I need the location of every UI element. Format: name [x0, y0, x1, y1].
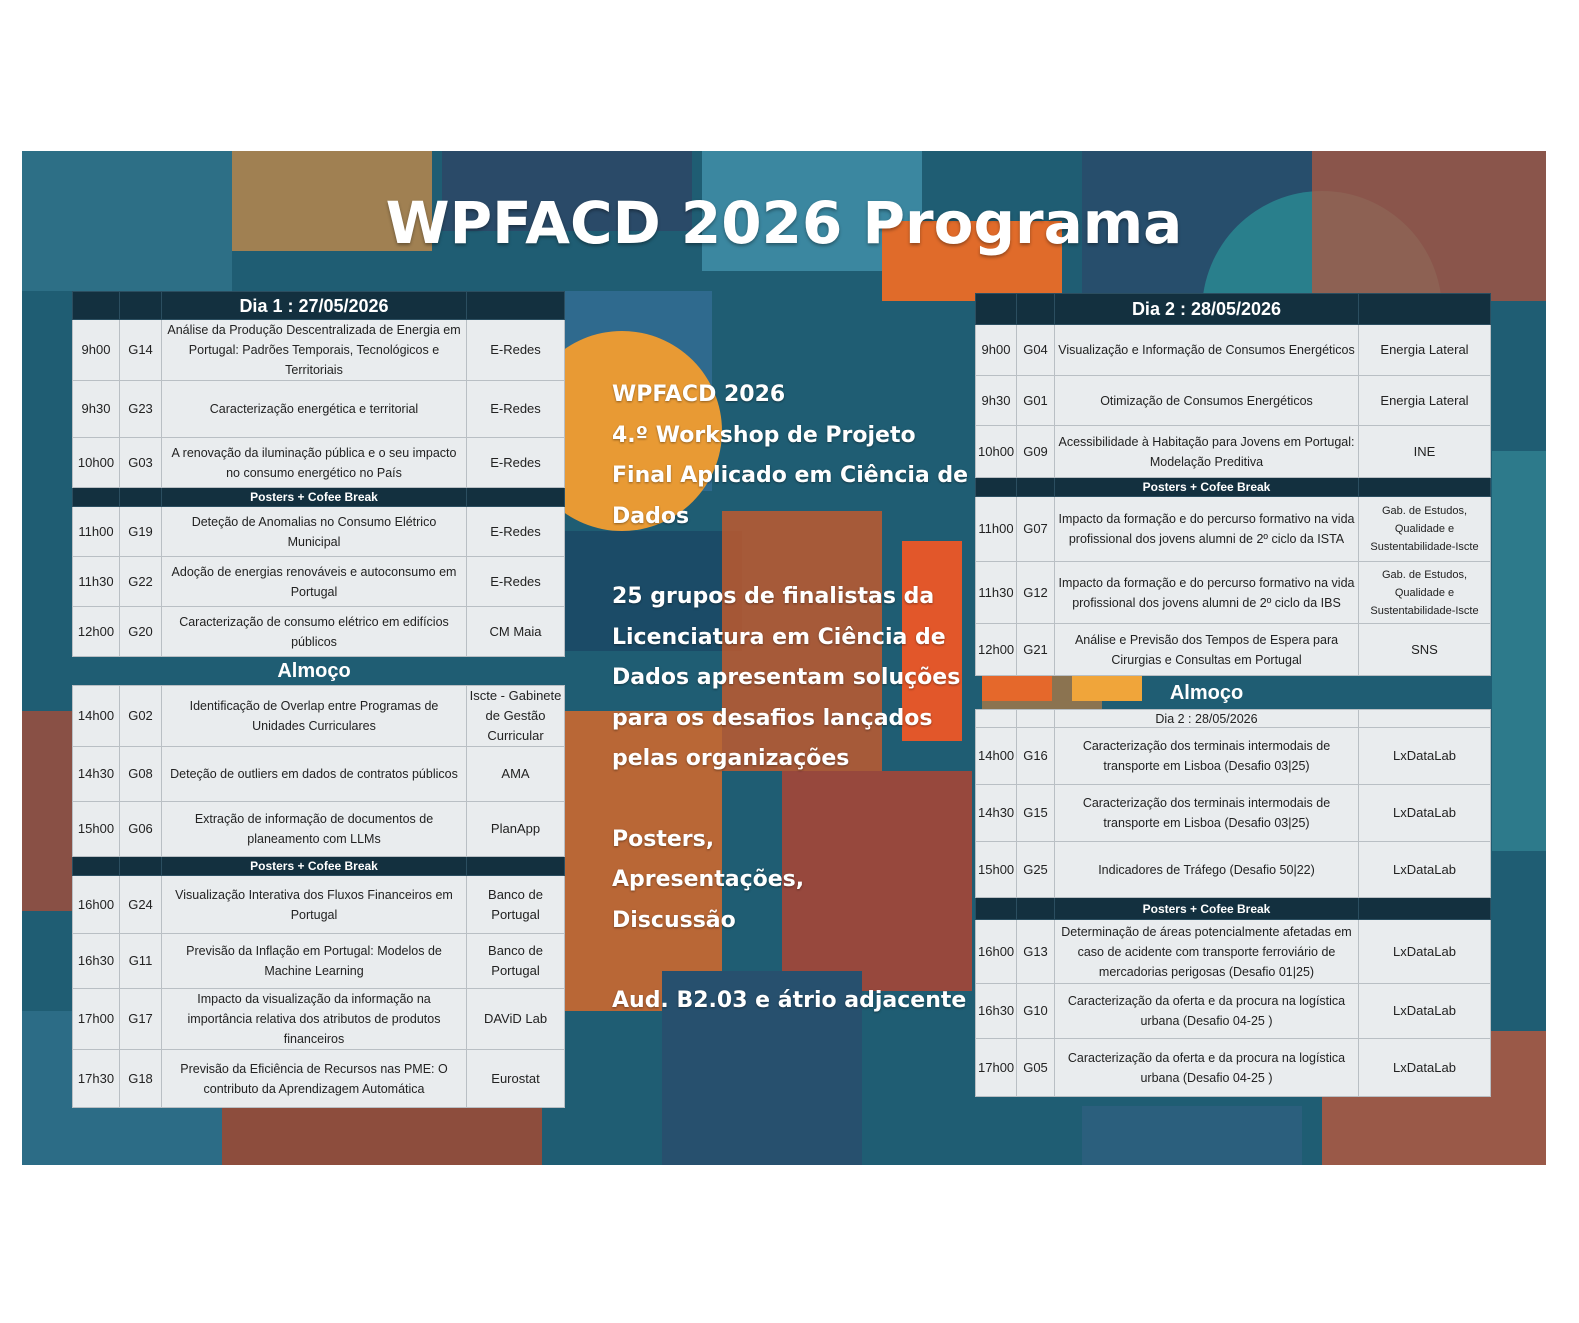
group-cell: G07 [1017, 497, 1055, 562]
table-row [976, 426, 1491, 478]
table-row [73, 876, 565, 934]
group-cell: G15 [1017, 785, 1055, 842]
group-cell: G23 [120, 381, 162, 438]
workshop-description [612, 375, 972, 1022]
title-cell: Impacto da formação e do percurso formativo na vida profissional dos jovens alumni de 2º ciclo da ISTA [1055, 497, 1359, 562]
group-cell: G05 [1017, 1039, 1055, 1097]
time-cell: 14h30 [73, 747, 120, 802]
table-row [976, 920, 1491, 984]
table-row [73, 320, 565, 381]
deco-block [1082, 1106, 1302, 1165]
table-row [976, 785, 1491, 842]
break-label: Posters + Cofee Break [162, 488, 467, 507]
text-line: para os desafios lançados [612, 705, 933, 731]
group-cell: G13 [1017, 920, 1055, 984]
title-cell: Caracterização energética e territorial [162, 381, 467, 438]
day1-header: Dia 1 : 27/05/2026 [162, 292, 467, 320]
org-cell: Gab. de Estudos, Qualidade e Sustentabilidade-Iscte [1359, 497, 1491, 562]
table-row [73, 802, 565, 857]
table-row [73, 438, 565, 488]
group-cell: G18 [120, 1050, 162, 1108]
group-cell: G17 [120, 989, 162, 1050]
time-cell: 10h00 [73, 438, 120, 488]
time-cell: 9h30 [976, 376, 1017, 426]
org-cell: LxDataLab [1359, 1039, 1491, 1097]
table-row [976, 376, 1491, 426]
org-cell: Banco de Portugal [467, 876, 565, 934]
time-cell: 17h00 [73, 989, 120, 1050]
title-cell: Identificação de Overlap entre Programas de Unidades Curriculares [162, 686, 467, 747]
title-cell: Extração de informação de documentos de planeamento com LLMs [162, 802, 467, 857]
group-cell: G19 [120, 507, 162, 557]
time-cell: 11h30 [976, 562, 1017, 624]
time-cell: 15h00 [73, 802, 120, 857]
text-line: Dados apresentam soluções [612, 665, 961, 690]
time-cell: 17h30 [73, 1050, 120, 1108]
table-row [73, 557, 565, 607]
deco-block [222, 1106, 542, 1165]
time-cell: 10h00 [976, 426, 1017, 478]
org-cell: LxDataLab [1359, 984, 1491, 1039]
table-row [73, 381, 565, 438]
title-cell: Deteção de Anomalias no Consumo Elétrico Municipal [162, 507, 467, 557]
table-row [73, 989, 565, 1050]
table-row [976, 728, 1491, 785]
poster-background [22, 151, 1546, 1165]
break-row [976, 898, 1491, 920]
table-row [976, 984, 1491, 1039]
table-row [976, 325, 1491, 376]
org-cell: LxDataLab [1359, 842, 1491, 898]
table-row [976, 842, 1491, 898]
time-cell: 14h30 [976, 785, 1017, 842]
group-cell: G10 [1017, 984, 1055, 1039]
title-cell: Adoção de energias renováveis e autoconsumo em Portugal [162, 557, 467, 607]
group-cell: G22 [120, 557, 162, 607]
time-cell: 14h00 [976, 728, 1017, 785]
table-row [73, 607, 565, 657]
text-line: Final Aplicado em Ciência de [612, 463, 969, 488]
time-cell: 11h00 [73, 507, 120, 557]
day2-schedule-table [975, 293, 1491, 1097]
lunch-row [976, 676, 1491, 710]
title-cell: Acessibilidade à Habitação para Jovens em Portugal: Modelação Preditiva [1055, 426, 1359, 478]
title-cell: Determinação de áreas potencialmente afetadas em caso de acidente com transporte ferroviário de mercadorias perigosas (Desafio 01|25) [1055, 920, 1359, 984]
title-cell: Visualização e Informação de Consumos Energéticos [1055, 325, 1359, 376]
org-cell: INE [1359, 426, 1491, 478]
title-cell: Deteção de outliers em dados de contratos públicos [162, 747, 467, 802]
text-line: 4.º Workshop de Projeto [612, 422, 916, 448]
org-cell: CM Maia [467, 607, 565, 657]
org-cell: Energia Lateral [1359, 376, 1491, 426]
group-cell: G08 [120, 747, 162, 802]
org-cell: E-Redes [467, 507, 565, 557]
group-cell: G24 [120, 876, 162, 934]
title-cell: A renovação da iluminação pública e o seu impacto no consumo energético no País [162, 438, 467, 488]
table-row [73, 934, 565, 989]
text-line: Apresentações, [612, 867, 805, 892]
table-row [976, 1039, 1491, 1097]
text-line: Aud. B2.03 e átrio adjacente [612, 988, 967, 1013]
time-cell: 9h00 [73, 320, 120, 381]
text-line: Posters, [612, 826, 715, 852]
table-row [73, 747, 565, 802]
title-cell: Impacto da visualização da informação na importância relativa dos atributos de produtos financeiros [162, 989, 467, 1050]
lunch-row [73, 657, 565, 686]
time-cell: 15h00 [976, 842, 1017, 898]
time-cell: 16h30 [73, 934, 120, 989]
break-label: Posters + Cofee Break [1055, 478, 1359, 497]
title-cell: Caracterização dos terminais intermodais de transporte em Lisboa (Desafio 03|25) [1055, 728, 1359, 785]
table-row [976, 624, 1491, 676]
text-line: 25 grupos de finalistas da [612, 584, 935, 609]
org-cell: E-Redes [467, 438, 565, 488]
break-label: Posters + Cofee Break [1055, 898, 1359, 920]
group-cell: G02 [120, 686, 162, 747]
break-row [73, 857, 565, 876]
org-cell: Energia Lateral [1359, 325, 1491, 376]
title-cell: Análise da Produção Descentralizada de Energia em Portugal: Padrões Temporais, Tecnológicos e Territoriais [162, 320, 467, 381]
time-cell: 16h00 [73, 876, 120, 934]
table-row [73, 507, 565, 557]
table-header-row [73, 292, 565, 320]
group-cell: G14 [120, 320, 162, 381]
org-cell: Gab. de Estudos, Qualidade e Sustentabilidade-Iscte [1359, 562, 1491, 624]
title-cell: Caracterização dos terminais intermodais de transporte em Lisboa (Desafio 03|25) [1055, 785, 1359, 842]
time-cell: 17h00 [976, 1039, 1017, 1097]
org-cell: AMA [467, 747, 565, 802]
title-cell: Análise e Previsão dos Tempos de Espera para Cirurgias e Consultas em Portugal [1055, 624, 1359, 676]
sub-header-row [976, 710, 1491, 728]
day2-header: Dia 2 : 28/05/2026 [1055, 294, 1359, 325]
page-title: WPFACD 2026 Programa [385, 189, 1183, 257]
group-cell: G20 [120, 607, 162, 657]
org-cell: LxDataLab [1359, 920, 1491, 984]
title-cell: Visualização Interativa dos Fluxos Financeiros em Portugal [162, 876, 467, 934]
time-cell: 12h00 [73, 607, 120, 657]
lunch-label: Almoço [277, 660, 351, 682]
day2-sub-header: Dia 2 : 28/05/2026 [1055, 710, 1359, 728]
time-cell: 9h30 [73, 381, 120, 438]
org-cell: LxDataLab [1359, 785, 1491, 842]
org-cell: LxDataLab [1359, 728, 1491, 785]
group-cell: G11 [120, 934, 162, 989]
org-cell: Banco de Portugal [467, 934, 565, 989]
table-header-row [976, 294, 1491, 325]
text-line: pelas organizações [612, 746, 850, 771]
org-cell: PlanApp [467, 802, 565, 857]
org-cell: DAViD Lab [467, 989, 565, 1050]
org-cell: Eurostat [467, 1050, 565, 1108]
title-cell: Indicadores de Tráfego (Desafio 50|22) [1055, 842, 1359, 898]
table-row [73, 686, 565, 747]
table-row [976, 497, 1491, 562]
org-cell: SNS [1359, 624, 1491, 676]
deco-block [1492, 451, 1546, 851]
text-line: Licenciatura em Ciência de [612, 624, 946, 650]
group-cell: G01 [1017, 376, 1055, 426]
text-line: WPFACD 2026 [612, 382, 786, 407]
time-cell: 11h00 [976, 497, 1017, 562]
time-cell: 14h00 [73, 686, 120, 747]
time-cell: 16h00 [976, 920, 1017, 984]
break-label: Posters + Cofee Break [162, 857, 467, 876]
group-cell: G21 [1017, 624, 1055, 676]
day1-schedule-table [72, 291, 565, 1108]
table-row [976, 562, 1491, 624]
org-cell: E-Redes [467, 320, 565, 381]
group-cell: G09 [1017, 426, 1055, 478]
title-cell: Caracterização da oferta e da procura na logística urbana (Desafio 04-25 ) [1055, 984, 1359, 1039]
group-cell: G16 [1017, 728, 1055, 785]
title-cell: Previsão da Eficiência de Recursos nas PME: O contributo da Aprendizagem Automática [162, 1050, 467, 1108]
time-cell: 9h00 [976, 325, 1017, 376]
group-cell: G04 [1017, 325, 1055, 376]
title-cell: Caracterização da oferta e da procura na logística urbana (Desafio 04-25 ) [1055, 1039, 1359, 1097]
org-cell: Iscte - Gabinete de Gestão Curricular [467, 686, 565, 747]
time-cell: 11h30 [73, 557, 120, 607]
lunch-label: Almoço [1169, 681, 1244, 704]
group-cell: G12 [1017, 562, 1055, 624]
title-cell: Otimização de Consumos Energéticos [1055, 376, 1359, 426]
text-line: Discussão [612, 907, 736, 933]
title-cell: Impacto da formação e do percurso formativo na vida profissional dos jovens alumni de 2º ciclo da IBS [1055, 562, 1359, 624]
group-cell: G06 [120, 802, 162, 857]
title-cell: Previsão da Inflação em Portugal: Modelos de Machine Learning [162, 934, 467, 989]
title-cell: Caracterização de consumo elétrico em edifícios públicos [162, 607, 467, 657]
time-cell: 12h00 [976, 624, 1017, 676]
group-cell: G25 [1017, 842, 1055, 898]
org-cell: E-Redes [467, 381, 565, 438]
text-line: Dados [612, 503, 690, 529]
org-cell: E-Redes [467, 557, 565, 607]
group-cell: G03 [120, 438, 162, 488]
table-row [73, 1050, 565, 1108]
break-row [976, 478, 1491, 497]
break-row [73, 488, 565, 507]
time-cell: 16h30 [976, 984, 1017, 1039]
